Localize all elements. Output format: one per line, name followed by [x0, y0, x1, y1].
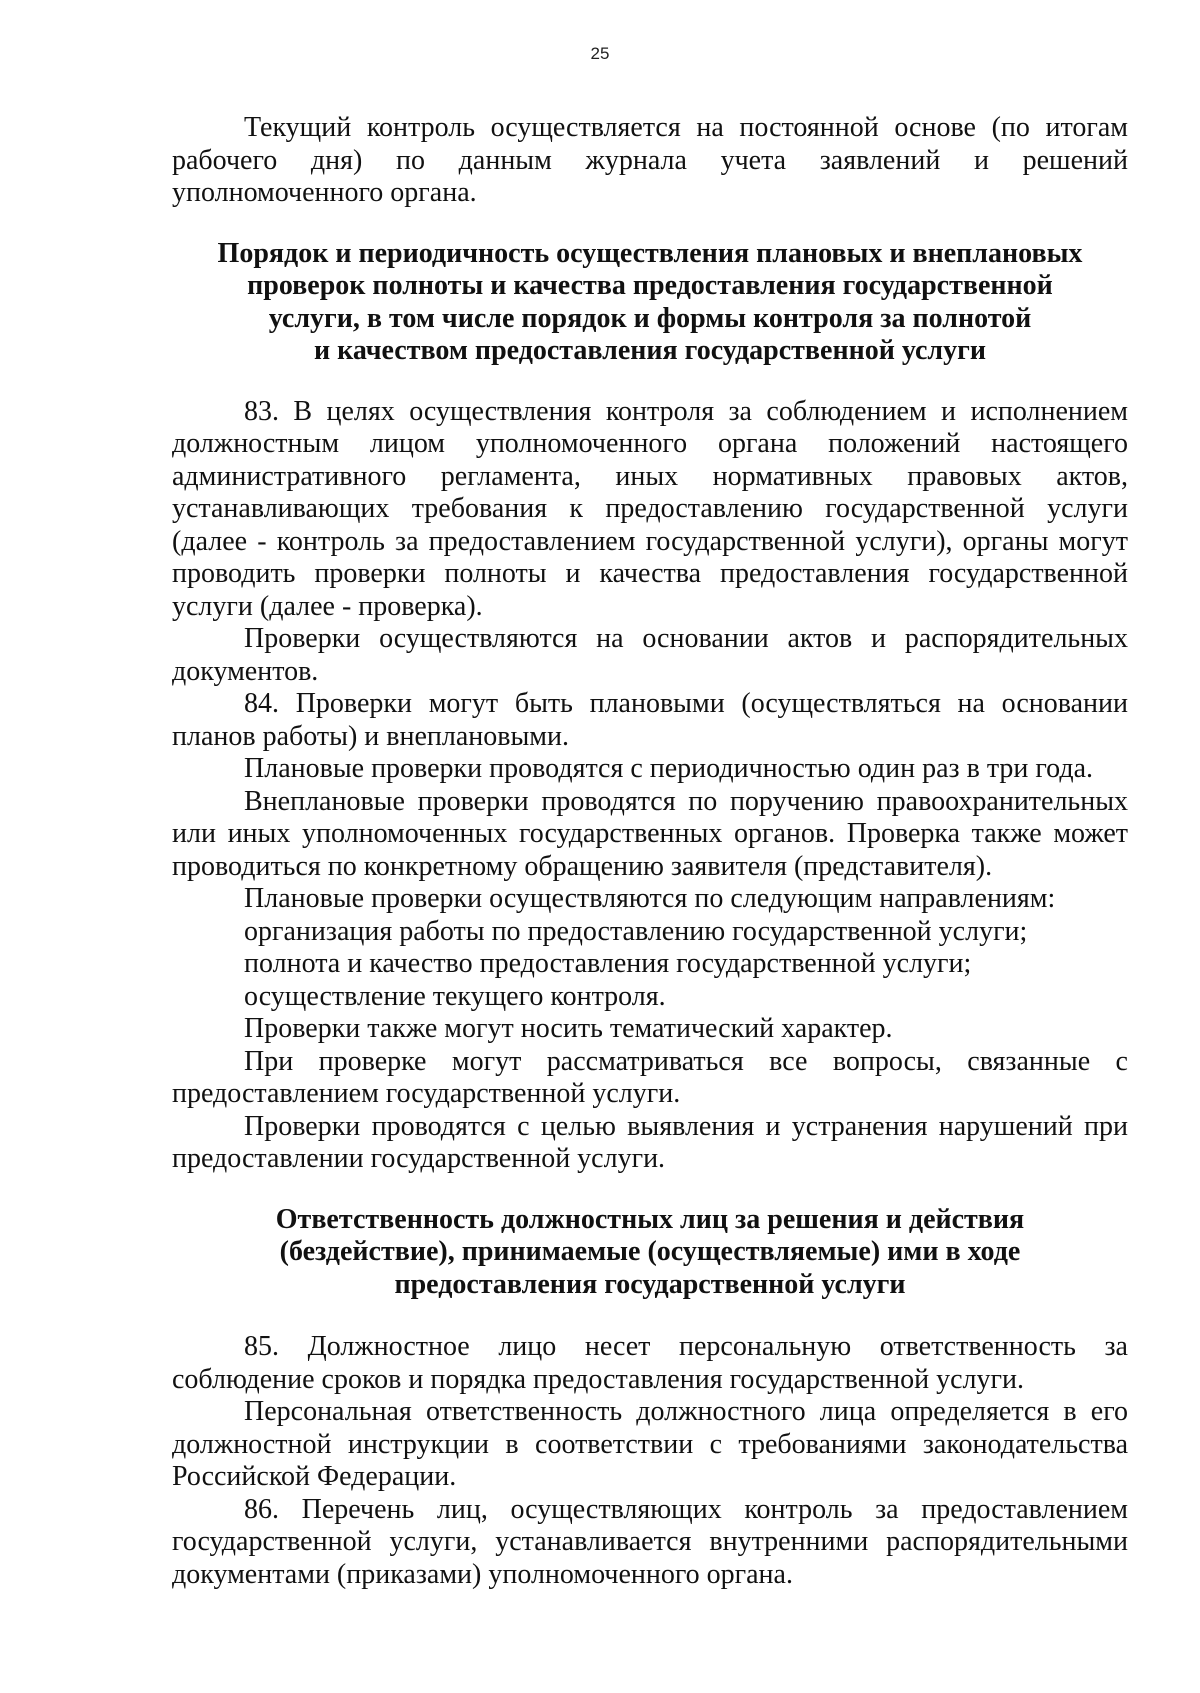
page-number: 25 [590, 44, 610, 63]
list-item: осуществление текущего контроля. [244, 980, 666, 1012]
paragraph: Персональная ответственность должностного лица определяется в его должностной инструкции в соответствии с требованиями законодательства Российской Федерации. [172, 1396, 1128, 1492]
heading-line: услуги, в том числе порядок и формы контроля за полнотой [268, 302, 1032, 334]
heading-line: Ответственность должностных лиц за решения и действия [275, 1203, 1025, 1235]
paragraph-86: 86. Перечень лиц, осуществляющих контроль за предоставлением государственной услуги, устанавливается внутренними распорядительными документами (приказами) уполномоченного органа. [172, 1493, 1128, 1590]
paragraph-85: 85. Должностное лицо несет персональную ответственность за соблюдение сроков и порядка предоставления государственной услуги. [172, 1331, 1128, 1395]
paragraph-83: 83. В целях осуществления контроля за соблюдением и исполнением должностным лицом уполномоченного органа положений настоящего административного регламента, иных нормативных правовых актов, устанавливающих требования к предоставлению государственной услуги (далее - контроль за предоставлением государственной услуги), органы могут проводить проверки полноты и качества предоставления государственной услуги (далее - проверка). [172, 395, 1128, 622]
document-body [172, 112, 1128, 1591]
section-heading-responsibility [172, 1204, 1128, 1302]
paragraph: При проверке могут рассматриваться все вопросы, связанные с предоставлением государственной услуги. [172, 1045, 1128, 1109]
heading-line: (бездействие), принимаемые (осуществляемые) ими в ходе [279, 1236, 1021, 1267]
heading-line: и качеством предоставления государственной услуги [314, 335, 986, 366]
heading-line: проверок полноты и качества предоставления государственной [247, 270, 1053, 301]
list-item: организация работы по предоставлению государственной услуги; [244, 915, 1028, 947]
list-item: полнота и качество предоставления государственной услуги; [244, 948, 972, 979]
paragraph: Плановые проверки осуществляются по следующим направлениям: [244, 883, 1056, 914]
heading-line: предоставления государственной услуги [394, 1268, 906, 1300]
paragraph: Проверки осуществляются на основании актов и распорядительных документов. [172, 623, 1128, 687]
paragraph: Проверки также могут носить тематический характер. [244, 1013, 893, 1044]
heading-line: Порядок и периодичность осуществления плановых и внеплановых [217, 237, 1083, 269]
section-heading-inspections [172, 238, 1128, 368]
paragraph: Проверки проводятся с целью выявления и устранения нарушений при предоставлении государственной услуги. [172, 1110, 1128, 1174]
paragraph: Внеплановые проверки проводятся по поручению правоохранительных или иных уполномоченных государственных органов. Проверка также может проводиться по конкретному обращению заявителя (представителя). [172, 785, 1128, 882]
paragraph-84: 84. Проверки могут быть плановыми (осуществляться на основании планов работы) и внеплановыми. [172, 688, 1128, 752]
paragraph: Плановые проверки проводятся с периодичностью один раз в три года. [244, 753, 1094, 784]
intro-paragraph: Текущий контроль осуществляется на постоянной основе (по итогам рабочего дня) по данным журнала учета заявлений и решений уполномоченного органа. [172, 112, 1128, 208]
